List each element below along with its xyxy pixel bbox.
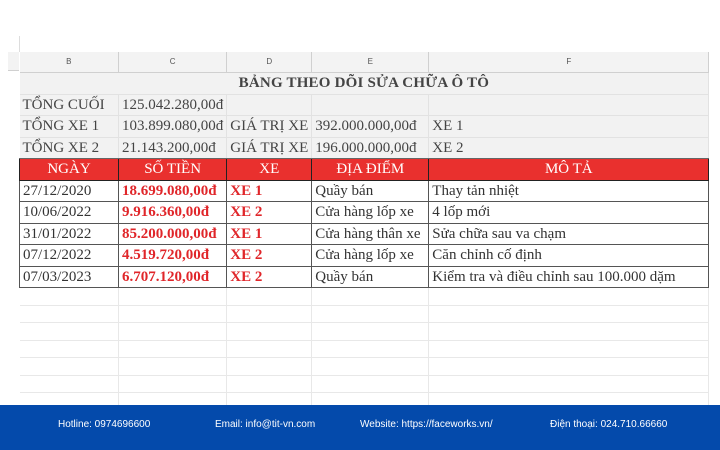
empty-cell[interactable]: [20, 323, 119, 341]
cell-date[interactable]: 07/12/2022: [20, 245, 119, 267]
cell-date[interactable]: 27/12/2020: [20, 180, 119, 202]
car1-name[interactable]: XE 1: [429, 116, 709, 138]
empty-cell[interactable]: [312, 94, 429, 116]
column-header-d[interactable]: D: [227, 52, 312, 73]
column-header-f[interactable]: F: [429, 52, 709, 73]
header-description[interactable]: MÔ TẢ: [429, 159, 709, 181]
cell-location[interactable]: Cửa hàng lốp xe: [312, 202, 429, 224]
cell-location[interactable]: Quầy bán: [312, 266, 429, 288]
cell-date[interactable]: 10/06/2022: [20, 202, 119, 224]
contact-footer: [0, 405, 720, 450]
empty-row: [20, 358, 709, 376]
empty-cell[interactable]: [312, 288, 429, 306]
empty-cell[interactable]: [312, 340, 429, 358]
empty-cell[interactable]: [227, 340, 312, 358]
empty-cell[interactable]: [119, 340, 227, 358]
header-location[interactable]: ĐỊA ĐIỂM: [312, 159, 429, 181]
empty-cell[interactable]: [429, 375, 709, 393]
cell-description[interactable]: Thay tản nhiệt: [429, 180, 709, 202]
empty-cell[interactable]: [227, 288, 312, 306]
empty-cell[interactable]: [227, 358, 312, 376]
column-header-e[interactable]: E: [312, 52, 429, 73]
empty-row: [20, 305, 709, 323]
car1-total-value[interactable]: 103.899.080,00đ: [119, 116, 227, 138]
cell-amount[interactable]: 4.519.720,00đ: [119, 245, 227, 267]
empty-cell[interactable]: [20, 340, 119, 358]
cell-description[interactable]: Kiểm tra và điều chỉnh sau 100.000 dặm: [429, 266, 709, 288]
empty-cell[interactable]: [119, 288, 227, 306]
cell-location[interactable]: Quầy bán: [312, 180, 429, 202]
cell-description[interactable]: 4 lốp mới: [429, 202, 709, 224]
empty-cell[interactable]: [429, 288, 709, 306]
car1-worth-value[interactable]: 392.000.000,00đ: [312, 116, 429, 138]
empty-row: [20, 288, 709, 306]
cell-car[interactable]: XE 1: [227, 180, 312, 202]
cell-car[interactable]: XE 2: [227, 245, 312, 267]
summary-row-car1: [20, 116, 709, 138]
empty-cell[interactable]: [227, 94, 312, 116]
header-car[interactable]: XE: [227, 159, 312, 181]
empty-cell[interactable]: [312, 375, 429, 393]
sheet-title[interactable]: BẢNG THEO DÕI SỬA CHỮA Ô TÔ: [20, 73, 709, 95]
table-row: [20, 223, 709, 245]
cell-amount[interactable]: 9.916.360,00đ: [119, 202, 227, 224]
empty-cell[interactable]: [312, 358, 429, 376]
cell-car[interactable]: XE 2: [227, 266, 312, 288]
sheet-grid: [19, 52, 709, 411]
empty-cell[interactable]: [119, 323, 227, 341]
empty-cell[interactable]: [227, 305, 312, 323]
footer-hotline[interactable]: Hotline: 0974696600: [58, 419, 151, 430]
select-all-corner[interactable]: [8, 52, 19, 71]
car2-name[interactable]: XE 2: [429, 137, 709, 159]
footer-email[interactable]: Email: info@tit-vn.com: [215, 419, 316, 430]
cell-description[interactable]: Sửa chữa sau va chạm: [429, 223, 709, 245]
empty-cell[interactable]: [429, 340, 709, 358]
cell-car[interactable]: XE 1: [227, 223, 312, 245]
cell-description[interactable]: Căn chỉnh cố định: [429, 245, 709, 267]
cell-date[interactable]: 07/03/2023: [20, 266, 119, 288]
table-row: [20, 180, 709, 202]
empty-cell[interactable]: [20, 288, 119, 306]
empty-cell[interactable]: [119, 305, 227, 323]
table-row: [20, 245, 709, 267]
empty-cell[interactable]: [312, 323, 429, 341]
formula-bar-divider: [19, 36, 20, 52]
car2-worth-value[interactable]: 196.000.000,00đ: [312, 137, 429, 159]
total-value[interactable]: 125.042.280,00đ: [119, 94, 227, 116]
empty-cell[interactable]: [227, 323, 312, 341]
column-header-row: [20, 52, 709, 73]
empty-cell[interactable]: [119, 375, 227, 393]
cell-amount[interactable]: 85.200.000,00đ: [119, 223, 227, 245]
empty-row: [20, 323, 709, 341]
empty-cell[interactable]: [20, 305, 119, 323]
car2-worth-label[interactable]: GIÁ TRỊ XE: [227, 137, 312, 159]
summary-row-car2: [20, 137, 709, 159]
header-date[interactable]: NGÀY: [20, 159, 119, 181]
empty-row: [20, 375, 709, 393]
empty-cell[interactable]: [429, 358, 709, 376]
header-amount[interactable]: SỐ TIỀN: [119, 159, 227, 181]
table-row: [20, 266, 709, 288]
table-row: [20, 202, 709, 224]
empty-cell[interactable]: [429, 305, 709, 323]
empty-cell[interactable]: [429, 323, 709, 341]
table-header-row: [20, 159, 709, 181]
footer-website[interactable]: Website: https://faceworks.vn/: [360, 419, 493, 430]
cell-car[interactable]: XE 2: [227, 202, 312, 224]
car2-total-value[interactable]: 21.143.200,00đ: [119, 137, 227, 159]
cell-location[interactable]: Cửa hàng lốp xe: [312, 245, 429, 267]
car1-total-label[interactable]: TỔNG XE 1: [20, 116, 119, 138]
column-header-b[interactable]: B: [20, 52, 119, 73]
cell-location[interactable]: Cửa hàng thân xe: [312, 223, 429, 245]
cell-amount[interactable]: 6.707.120,00đ: [119, 266, 227, 288]
empty-cell[interactable]: [312, 305, 429, 323]
footer-phone[interactable]: Điện thoại: 024.710.66660: [550, 419, 668, 430]
car2-total-label[interactable]: TỔNG XE 2: [20, 137, 119, 159]
title-row: [20, 73, 709, 95]
cell-date[interactable]: 31/01/2022: [20, 223, 119, 245]
total-label[interactable]: TỔNG CUỐI: [20, 94, 119, 116]
empty-cell[interactable]: [20, 375, 119, 393]
empty-cell[interactable]: [20, 358, 119, 376]
summary-row-total: [20, 94, 709, 116]
empty-cell[interactable]: [429, 94, 709, 116]
cell-amount[interactable]: 18.699.080,00đ: [119, 180, 227, 202]
empty-row: [20, 340, 709, 358]
car1-worth-label[interactable]: GIÁ TRỊ XE: [227, 116, 312, 138]
empty-cell[interactable]: [119, 358, 227, 376]
empty-cell[interactable]: [227, 375, 312, 393]
column-header-c[interactable]: C: [119, 52, 227, 73]
